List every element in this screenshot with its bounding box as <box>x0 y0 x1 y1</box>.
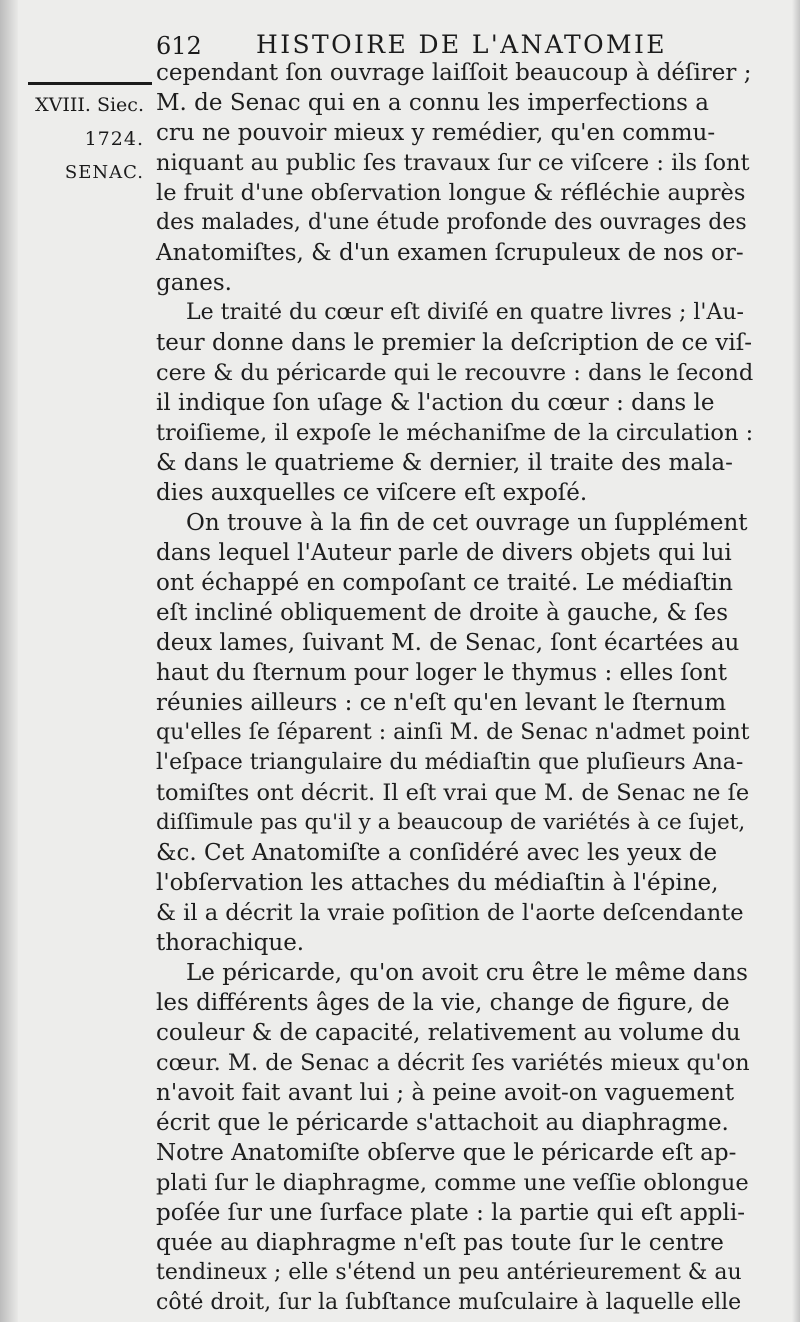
margin-note-author: SENAC. <box>64 162 144 183</box>
text-line: plati ſur le diaphragme, comme une veſſie oblongue <box>156 1170 749 1196</box>
text-line: ganes. <box>156 270 232 296</box>
text-line: les différents âges de la vie, change de figure, de <box>156 990 730 1016</box>
text-line: tendineux ; elle s'étend un peu antérieurement & au <box>156 1260 742 1285</box>
text-line: cere & du péricarde qui le recouvre : dans le ſecond <box>156 360 754 386</box>
margin-note-year: 1724. <box>84 128 144 150</box>
text-line: tomiſtes ont décrit. Il eſt vrai que M. de Senac ne ſe <box>156 780 750 806</box>
text-line: cru ne pouvoir mieux y remédier, qu'en commu- <box>156 120 716 146</box>
text-line: l'eſpace triangulaire du médiaſtin que pluſieurs Ana- <box>156 750 744 775</box>
text-line: niquant au public ſes travaux ſur ce viſcere : ils ſont <box>156 150 750 176</box>
text-line: M. de Senac qui en a connu les imperfections a <box>156 90 710 116</box>
text-line: teur donne dans le premier la deſcription de ce viſ- <box>156 330 752 356</box>
book-title: HISTOIRE DE L'ANATOMIE <box>256 30 667 59</box>
text-line: deux lames, ſuivant M. de Senac, ſont écartées au <box>156 630 740 656</box>
text-line: cependant ſon ouvrage laiſſoit beaucoup à déſirer ; <box>156 60 752 86</box>
body-text <box>156 58 754 1315</box>
text-line: quée au diaphragme n'eſt pas toute ſur le centre <box>156 1230 724 1256</box>
text-line: cœur. M. de Senac a décrit ſes variétés mieux qu'on <box>156 1050 750 1076</box>
text-line: n'avoit fait avant lui ; à peine avoit-on vaguement <box>156 1080 735 1106</box>
paragraph-start: Le traité du cœur eſt diviſé en quatre livres ; l'Au- <box>186 300 744 325</box>
text-line: poſée ſur une ſurface plate : la partie qui eſt appli- <box>156 1200 746 1226</box>
text-line: réunies ailleurs : ce n'eſt qu'en levant le ſternum <box>156 690 727 716</box>
text-line: l'obſervation les attaches du médiaſtin à l'épine, <box>156 870 719 896</box>
text-line: ont échappé en compoſant ce traité. Le médiaſtin <box>156 570 733 596</box>
text-line: écrit que le péricarde s'attachoit au diaphragme. <box>156 1110 729 1136</box>
text-line: le fruit d'une obſervation longue & réfléchie auprès <box>156 180 746 206</box>
text-line: & dans le quatrieme & dernier, il traite des mala- <box>156 450 733 476</box>
text-line: Notre Anatomiſte obſerve que le péricarde eſt ap- <box>156 1140 737 1166</box>
paragraph-start: Le péricarde, qu'on avoit cru être le même dans <box>186 960 748 986</box>
text-line: &c. Cet Anatomiſte a conſidéré avec les yeux de <box>156 840 718 866</box>
text-line: dies auxquelles ce viſcere eſt expoſé. <box>156 480 588 506</box>
text-line: diſſimule pas qu'il y a beaucoup de variétés à ce ſujet, <box>156 810 746 835</box>
margin-rule <box>28 82 152 85</box>
text-line: eſt incliné obliquement de droite à gauche, & ſes <box>156 600 729 626</box>
text-line: Anatomiſtes, & d'un examen ſcrupuleux de nos or- <box>156 240 744 266</box>
text-line: qu'elles ſe ſéparent : ainſi M. de Senac n'admet point <box>156 720 750 745</box>
text-line: haut du ſternum pour loger le thymus : elles ſont <box>156 660 727 686</box>
margin-note-century: XVIII. Siec. <box>35 94 144 116</box>
text-line: des malades, d'une étude profonde des ouvrages des <box>156 210 747 235</box>
page-number: 612 <box>156 32 202 60</box>
text-line: il indique ſon uſage & l'action du cœur : dans le <box>156 390 715 416</box>
text-line: côté droit, ſur la ſubſtance muſculaire à laquelle elle <box>156 1290 742 1315</box>
text-line: thorachique. <box>156 930 305 956</box>
paragraph-start: On trouve à la fin de cet ouvrage un ſupplément <box>186 510 748 536</box>
text-line: dans lequel l'Auteur parle de divers objets qui lui <box>156 540 732 566</box>
text-line: troiſieme, il expoſe le méchaniſme de la circulation : <box>156 420 754 446</box>
text-line: & il a décrit la vraie poſition de l'aorte deſcendante <box>156 900 744 926</box>
text-line: couleur & de capacité, relativement au volume du <box>156 1020 741 1046</box>
